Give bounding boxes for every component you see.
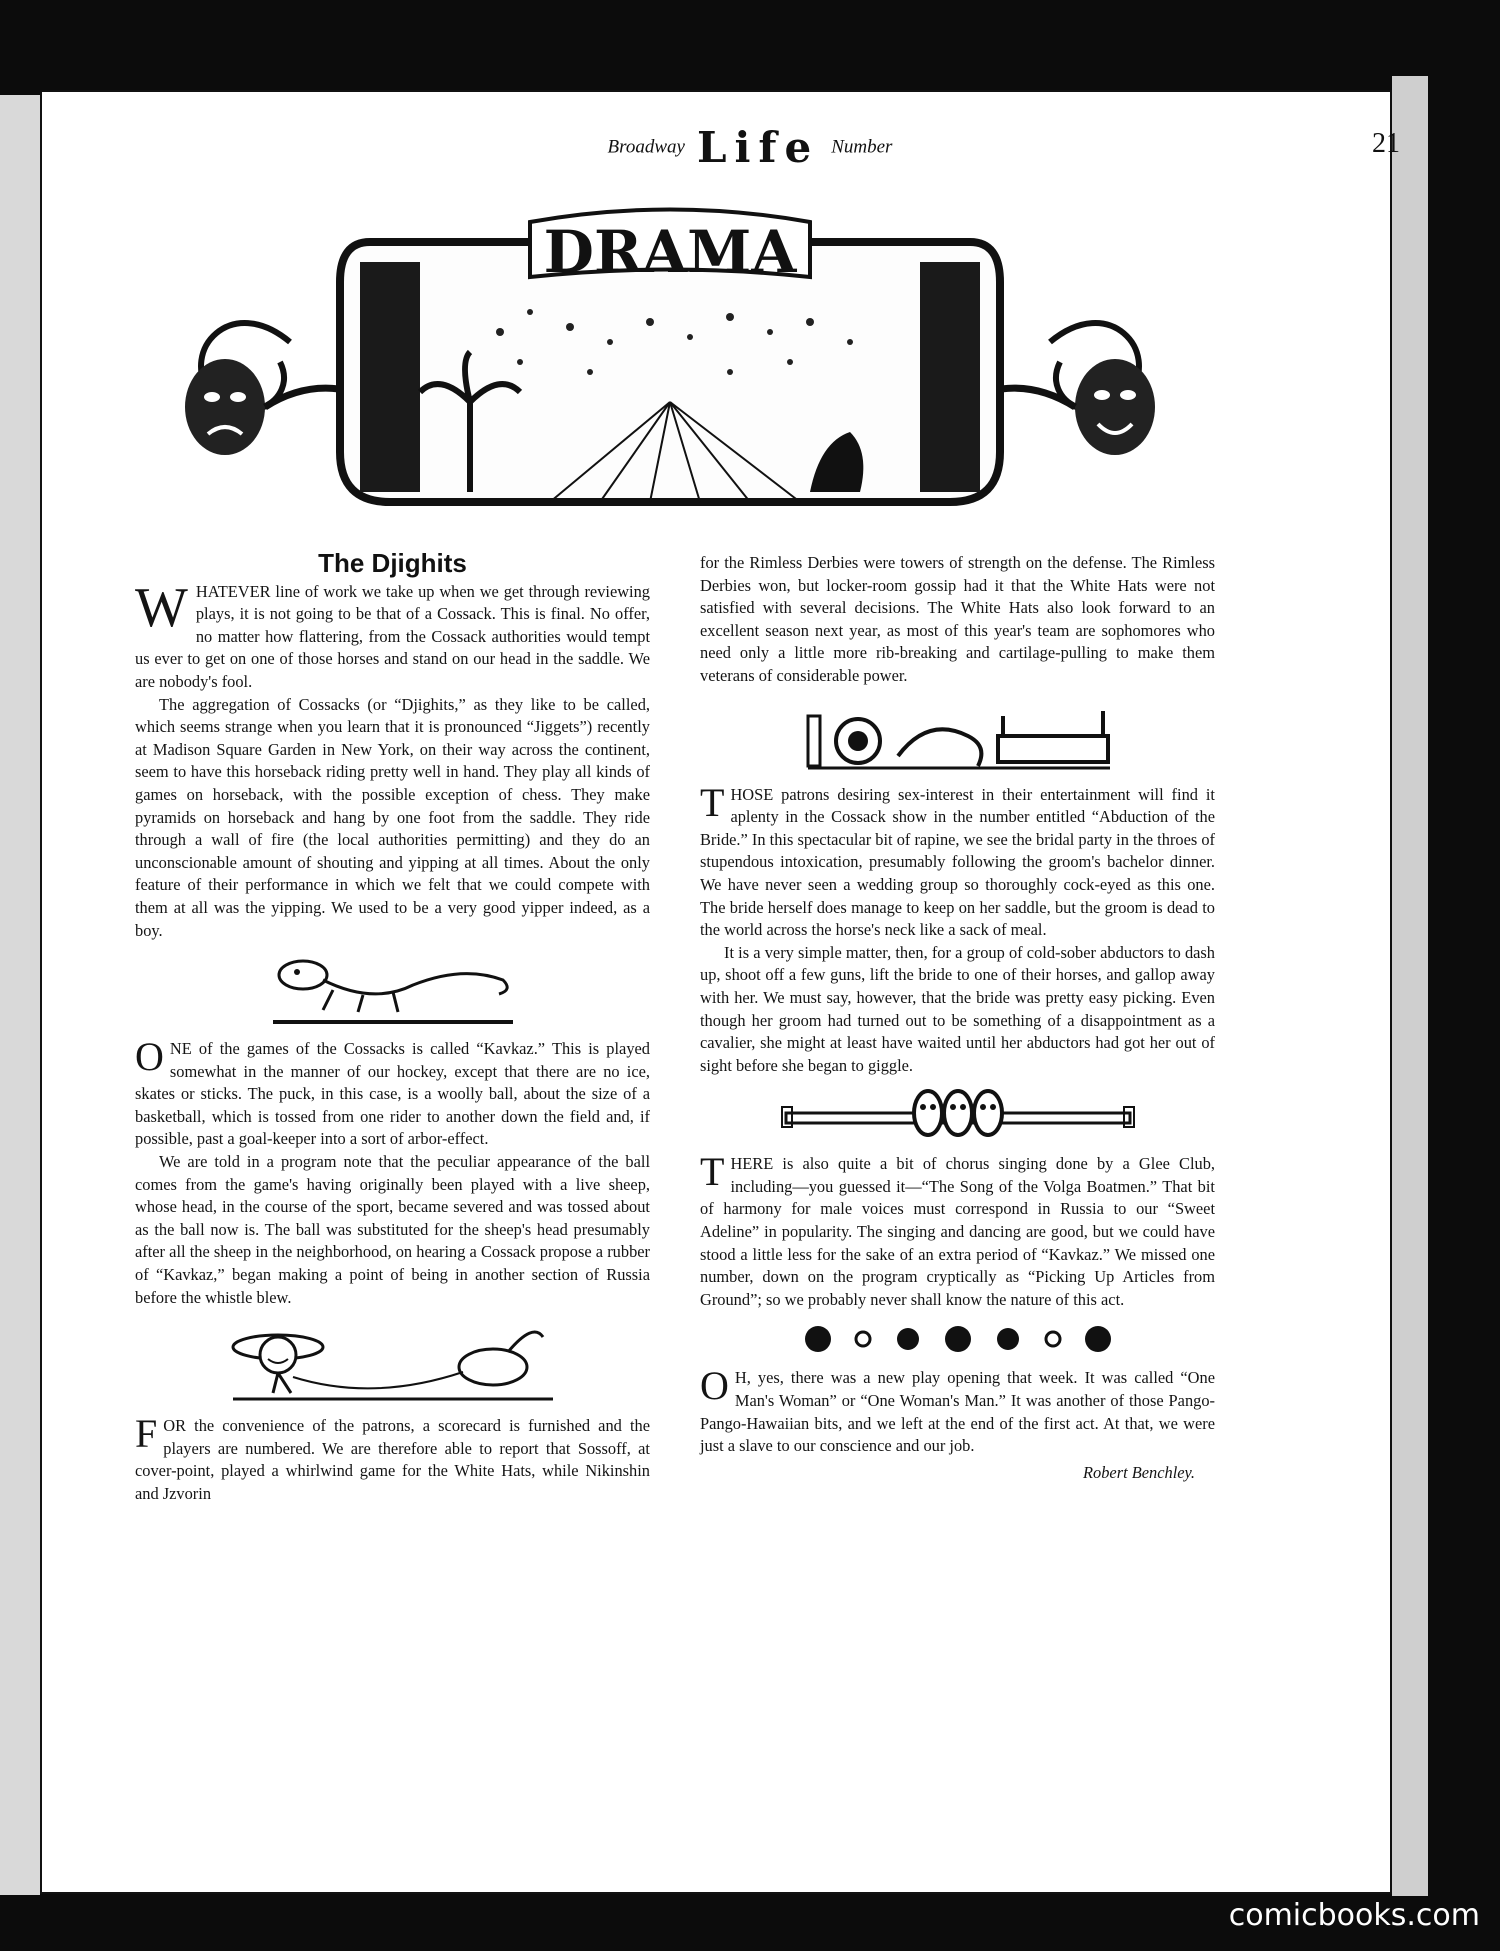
watermark: comicbooks.com [1228,1898,1480,1933]
dropcap: W [135,576,188,639]
drama-banner-illustration [170,202,1170,522]
paragraph-8: It is a very simple matter, then, for a group of cold-sober abductors to dash up, shoot off a few guns, lift the bride to one of their horses, and gallop away with her. We must say, however, that the bride was pretty easy picking. Even though her groom had turned out to be something of a disappointment as a cavalier, she might at least have waited until her abductors had got her out of sight before she began to giggle. [700,942,1215,1075]
scan-edge-right [1392,76,1428,1896]
scan-edge-left [0,95,40,1895]
dropcap: T [700,779,725,825]
header-suffix: Number [831,136,893,158]
right-column [700,552,1215,1484]
sheep-leash-doodle-ornament [223,1317,563,1407]
bedroom-doodle-ornament [798,696,1118,776]
paragraph-7: THOSE patrons desiring sex-interest in their entertainment will find it aplenty in the Cossack show in the number entitled “Abduction of the Bride.” In this spectacular bit of rapine, we see the bridal party in the throes of stupendous intoxication, presumably following the groom's bachelor dinner. We have never seen a wedding group so thoroughly cock-eyed as this one. The bride herself does manage to keep on her saddle, but the groom is dead to the world across the horse's neck like a sack of meal. [700,779,1215,940]
drama-title: DRAMA [543,218,797,286]
author-signature: Robert Benchley. [1083,1462,1195,1482]
dropcap: O [135,1034,164,1080]
dropcap: T [700,1149,725,1195]
life-logo: Life [696,123,820,172]
paragraph-9: THERE is also quite a bit of chorus singing done by a Glee Club, including—you guessed it—“The Song of the Volga Boatmen.” That bit of harmony for male voices must correspond in Russia to our “Sweet Adeline” in popularity. The singing and dancing are good, but we could have stood a little less for the sake of an extra period of “Kavkaz.” We missed one number, down on the program cryptically as “Picking Up Articles from Ground”; so we probably never shall know the nature of this act. [700,1149,1215,1309]
article-title: The Djighits [318,548,467,578]
paragraph-3: ONE of the games of the Cossacks is called “Kavkaz.” This is played somewhat in the manner of our hockey, except that there are no ice, skates or sticks. The puck, in this case, is a woolly ball, about the size of a basketball, which is tossed from one rider to another down the field and, if possible, past a goal-keeper into a sort of arbor-effect. [135,1034,650,1149]
comedy-mask-icon [1075,359,1155,455]
header-prefix: Broadway [607,136,685,158]
paragraph-1: WHATEVER line of work we take up when we get through reviewing plays, it is not going to be that of a Cossack. This is final. No offer, no matter how flattering, from the Cossack authorities would tempt us ever to get on one of those horses and stand on our head in the saddle. We are nobody's fool. [135,576,650,691]
dropcap: F [135,1411,158,1457]
paragraph-10: O H, yes, there was a new play opening that week. It was called “One Man's Woman” or “One Woman's Man.” It was another of those Pango-Pango-Hawaiian bits, and we left at the end of the first act. At that, we were just a slave to our conscience and our job. [700,1363,1215,1456]
woolly-balls-ornament [788,1319,1128,1359]
running-header [0,123,1500,172]
page-number: 21 [1372,128,1400,159]
paragraph-6: for the Rimless Derbies were towers of strength on the defense. The Rimless Derbies won, but locker-room gossip had it that the White Hats were not satisfied with several decisions. The White Hats also look forward to an excellent season next year, as most of this year's team are sophomores who need only a little more rib-breaking and cartilage-pulling to make them veterans of considerable power. [700,553,1215,685]
paragraph-5: FOR the convenience of the patrons, a scorecard is furnished and the players are numbered. We are therefore able to report that Sossoff, at cover-point, played a whirlwind game for the White Hats, while Nikinshin and Jzvorin [135,1411,650,1503]
paragraph-2: The aggregation of Cossacks (or “Djighits,” as they like to be called, which seems strange when you learn that it is pronounced “Jiggets”) recently at Madison Square Garden in New York, on their way across the continent, seem to have this horseback riding pretty well in hand. They play all kinds of games on horseback, with the possible exception of chess. They make pyramids on horseback and hang by one foot from the saddle. They ride through a wall of fire (the local authorities permitting) and they do an unconscionable amount of shouting and yipping at all times. About the only feature of their performance in which we felt that we could compete with them at all was the yipping. We used to be a very good yipper indeed, as a boy. [135,694,650,940]
paragraph-4: We are told in a program note that the peculiar appearance of the ball comes from the game's having originally been played with a live sheep, whose head, in the course of the sport, became severed and was tossed about as the ball now is. The ball was substituted for the sheep's head presumably after all the sheep in the neighborhood, on hearing a Cossack propose a rubber of “Kavkaz,” began making a point of being in another section of Russia before the whistle blew. [135,1152,650,1307]
owls-on-branch-ornament [778,1085,1138,1145]
left-column [135,548,650,1506]
dropcap: O [700,1363,729,1409]
tragedy-mask-icon [185,359,265,455]
horse-doodle-ornament [263,950,523,1030]
